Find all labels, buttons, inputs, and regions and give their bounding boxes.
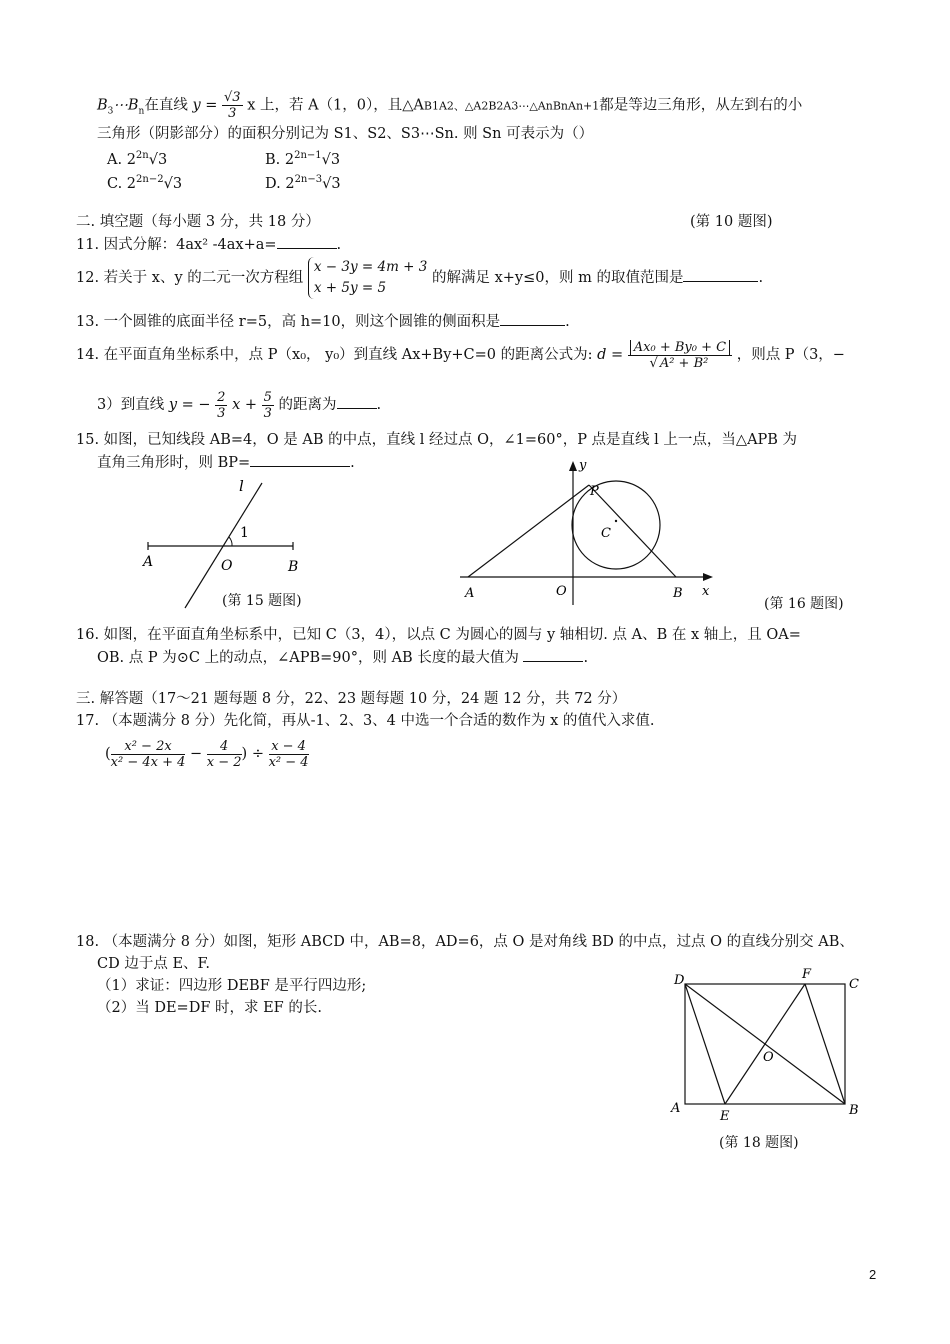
label-b: B <box>849 1103 859 1118</box>
section3-title: 三. 解答题（17～21 题每题 8 分，22、23 题每题 10 分，24 题 12 分，共 72 分） <box>76 691 627 707</box>
q10-line2: 三角形（阴影部分）的面积分别记为 S1、S2、S3⋯Sn. 则 Sn 可表示为（） <box>97 126 594 142</box>
label-c: C <box>849 977 859 992</box>
label-y: y <box>579 458 587 473</box>
label-c: C <box>601 526 611 541</box>
y-axis-arrow <box>569 461 577 471</box>
label-a: A <box>465 586 475 601</box>
fig10-caption: (第 10 题图) <box>690 214 773 230</box>
label-b: B <box>673 586 683 601</box>
q15-line1: 15. 如图，已知线段 AB=4，O 是 AB 的中点，直线 l 经过点 O，∠1=60°，P 点是直线 l 上一点，当△APB 为 <box>76 432 798 448</box>
q10-option-b: B. $2^{2n-1}√3$ <box>265 150 341 168</box>
label-o: O <box>556 584 567 599</box>
q13: 13. 一个圆锥的底面半径 r=5，高 h=10，则这个圆锥的侧面积是 . <box>76 311 570 332</box>
label-d: D <box>674 973 685 988</box>
distance-formula: $\frac{\text{Ax₀ + By₀ + C}}{\text{√ A² + B²}}$ <box>628 340 732 371</box>
label-angle-1: 1 <box>240 525 249 541</box>
q16-line2: OB. 点 P 为⊙C 上的动点，∠APB=90°，则 AB 长度的最大值为 . <box>97 647 588 668</box>
figure-16 <box>455 455 720 605</box>
segment-fb <box>805 984 845 1104</box>
q18-part1: （1）求证：四边形 DEBF 是平行四边形; <box>97 978 367 994</box>
q10-option-d: D. $2^{2n-3}√3$ <box>265 174 341 192</box>
segment-de <box>685 984 725 1104</box>
fig15-caption: (第 15 题图) <box>222 593 302 609</box>
label-x: x <box>702 584 710 599</box>
q10-option-a: A. $2^{2n}√3$ <box>107 150 168 168</box>
segment-ef <box>725 984 805 1104</box>
label-e: E <box>720 1109 730 1124</box>
q15-line2: 直角三角形时，则 BP= . <box>97 452 355 473</box>
label-o: O <box>221 558 233 574</box>
circle-c <box>572 481 660 569</box>
section2-title: 二. 填空题（每小题 3 分，共 18 分） <box>76 214 320 230</box>
x-axis-arrow <box>703 573 713 581</box>
label-f: F <box>802 967 812 982</box>
fig18-caption: (第 18 题图) <box>719 1135 799 1151</box>
sqrt3-over-3: $\frac{√3}{3}$ <box>224 90 241 121</box>
equation-system: x − 3y = 4m + 3 x + 5y = 5 <box>308 257 428 299</box>
q17-expression: ( $\frac{\text{x² − 2x}}{\text{x² − 4x + 4}}$ − $\frac{4}{x - 2}$ ) ÷ $\frac{x - 4}{\text{x² − 4}}$ <box>105 738 309 770</box>
fig16-caption: (第 16 题图) <box>764 596 844 612</box>
q14-line2: 3）到直线 y = − $\frac{2}{3}$ x + $\frac{5}{3}$ 的距离为 . <box>97 389 382 421</box>
q14-line1: 14. 在平面直角坐标系中，点 P（x₀， y₀）到直线 Ax+By+C=0 的距离公式为: d = $\frac{\text{Ax₀ + By₀ + C}}{\text{√ A² + B²}}$ ，则点 P（3，− <box>76 339 845 371</box>
label-l: l <box>239 477 244 495</box>
q10-line1: $B_3\cdots B_n$在直线 y = $\frac{√3}{3}$ x 上，若 A（1，0），且△AB1A2、△A2B2A3⋯△AnBnAn+1都是等边三角形，从左到右的小 <box>97 90 803 121</box>
label-b: B <box>288 559 299 575</box>
page-number: 2 <box>869 1267 877 1282</box>
figure-18 <box>665 960 870 1125</box>
q16-line1: 16. 如图，在平面直角坐标系中，已知 C（3，4），以点 C 为圆心的圆与 y 轴相切. 点 A、B 在 x 轴上，且 OA= <box>76 627 801 643</box>
center-c-dot <box>615 520 617 522</box>
label-a: A <box>143 554 154 570</box>
label-o: O <box>763 1050 774 1065</box>
label-a: A <box>671 1101 681 1116</box>
q12: 12. 若关于 x、y 的二元一次方程组 x − 3y = 4m + 3 x + 5y = 5 的解满足 x+y≤0，则 m 的取值范围是 . <box>76 256 763 300</box>
q18-part2: （2）当 DE=DF 时，求 EF 的长. <box>97 1000 322 1016</box>
angle-arc <box>229 537 232 546</box>
q11: 11. 因式分解：4ax² -4ax+a= . <box>76 234 341 255</box>
q18-line1: 18. （本题满分 8 分）如图，矩形 ABCD 中，AB=8，AD=6，点 O 是对角线 BD 的中点，过点 O 的直线分别交 AB、 <box>76 934 854 950</box>
q17-line1: 17. （本题满分 8 分）先化简，再从-1、2、3、4 中选一个合适的数作为 x 的值代入求值. <box>76 713 655 729</box>
q10-option-c: C. $2^{2n-2}√3$ <box>107 174 183 192</box>
segment-ap <box>468 485 589 577</box>
label-p: P <box>590 484 599 499</box>
q18-line2: CD 边于点 E、F. <box>97 956 210 972</box>
